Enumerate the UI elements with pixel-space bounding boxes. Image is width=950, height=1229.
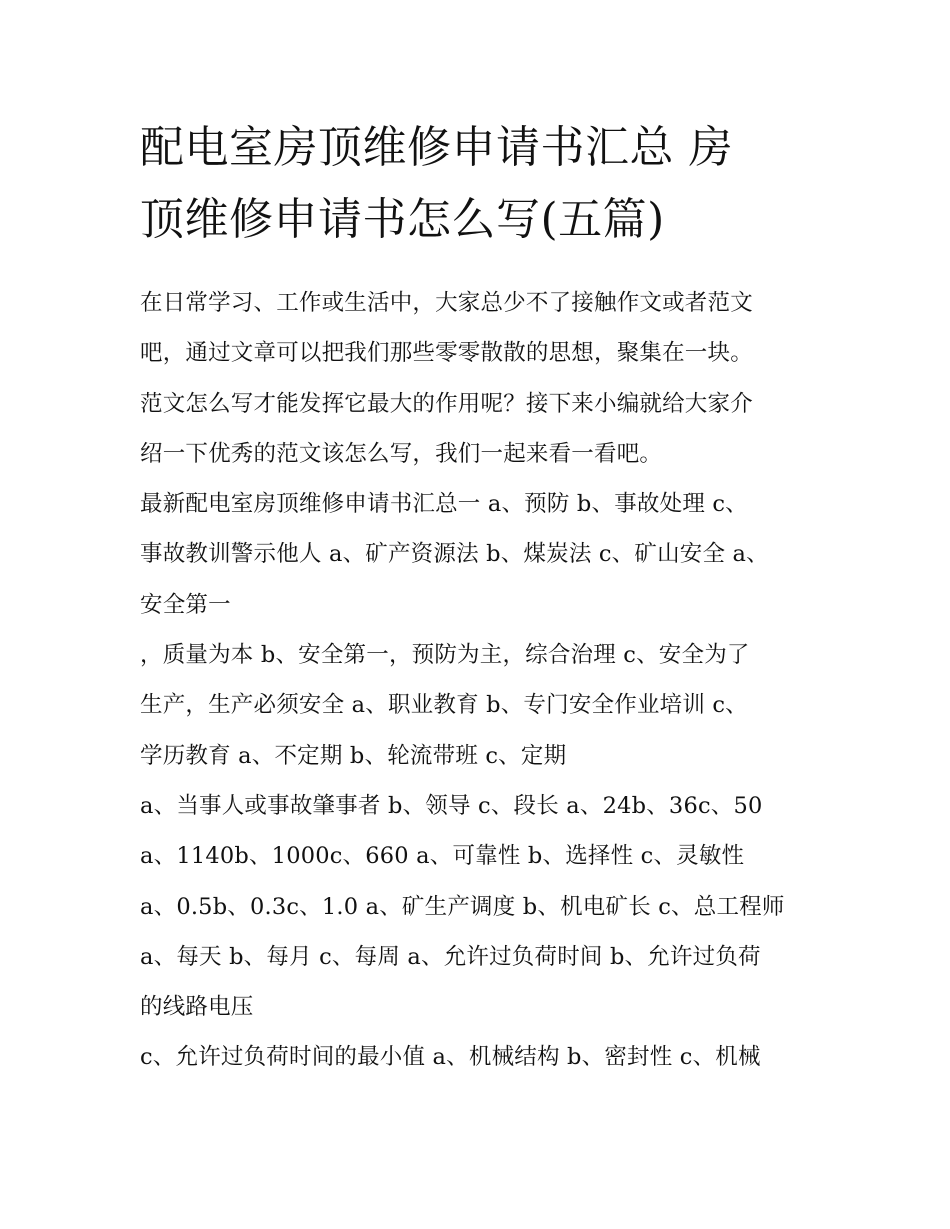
document-body <box>140 278 820 1083</box>
body-line: a、当事人或事故肇事者 b、领导 c、段长 a、24b、36c、50 <box>140 792 763 819</box>
body-line: c、允许过负荷时间的最小值 a、机械结构 b、密封性 c、机械 <box>140 1044 761 1071</box>
document-page <box>140 112 820 1083</box>
body-line: 事故教训警示他人 a、矿产资源法 b、煤炭法 c、矿山安全 a、 <box>140 541 769 568</box>
body-line: a、0.5b、0.3c、1.0 a、矿生产调度 b、机电矿长 c、总工程师 <box>140 893 785 920</box>
body-line: 在日常学习、工作或生活中，大家总少不了接触作文或者范文 <box>140 290 753 316</box>
body-line: a、每天 b、每月 c、每周 a、允许过负荷时间 b、允许过负荷 <box>140 943 761 970</box>
document-title <box>140 112 820 256</box>
body-line: 安全第一 <box>140 591 231 618</box>
body-line: 吧，通过文章可以把我们那些零零散散的思想，聚集在一块。 <box>140 340 753 367</box>
body-line: 的线路电压 <box>140 994 254 1021</box>
body-line: 学历教育 a、不定期 b、轮流带班 c、定期 <box>140 742 567 769</box>
body-line: 范文怎么写才能发挥它最大的作用呢？接下来小编就给大家介 <box>140 390 753 417</box>
title-line: 顶维修申请书怎么写(五篇) <box>140 194 665 245</box>
body-line: 绍一下优秀的范文该怎么写，我们一起来看一看吧。 <box>140 440 663 467</box>
title-line: 配电室房顶维修申请书汇总 房 <box>140 122 733 173</box>
body-line: 最新配电室房顶维修申请书汇总一 a、预防 b、事故处理 c、 <box>140 491 748 518</box>
body-line: ，质量为本 b、安全第一，预防为主，综合治理 c、安全为了 <box>140 642 750 669</box>
body-line: a、1140b、1000c、660 a、可靠性 b、选择性 c、灵敏性 <box>140 843 745 870</box>
body-line: 生产，生产必须安全 a、职业教育 b、专门安全作业培训 c、 <box>140 692 748 719</box>
